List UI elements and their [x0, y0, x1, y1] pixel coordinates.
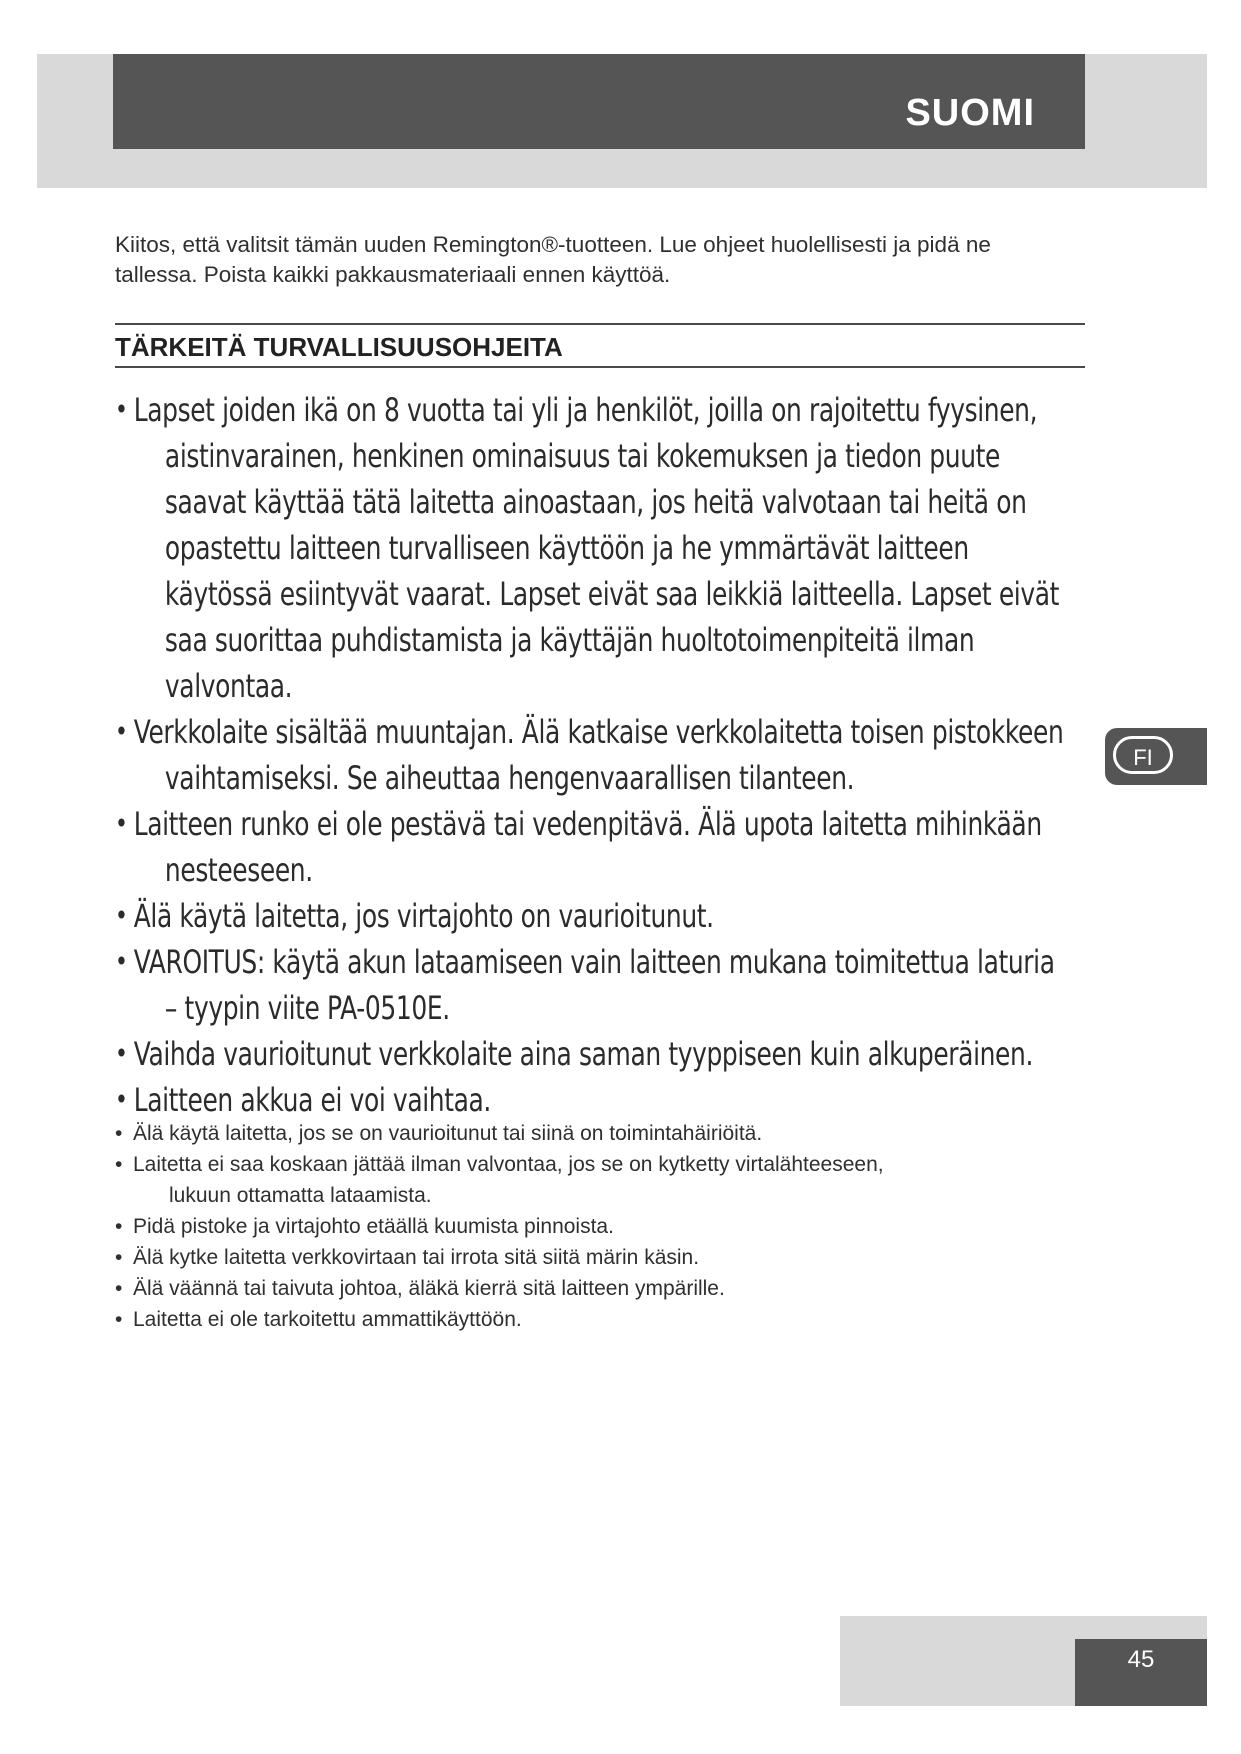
section-divider-top — [115, 323, 1085, 325]
list-item-text: • Laitteen runko ei ole pestävä tai vedenpitävä. Älä upota laitetta mihinkään — [133, 805, 1042, 843]
list-item-text: • Älä käytä laitetta, jos virtajohto on vaurioitunut. — [133, 897, 714, 935]
list-item-text: Älä käytä laitetta, jos se on vaurioitunut tai siinä on toimintahäiriöitä. — [133, 1122, 763, 1145]
section-heading: TÄRKEITÄ TURVALLISUUSOHJEITA — [115, 332, 563, 362]
list-item — [115, 1304, 1065, 1335]
header-title-bar — [113, 54, 1085, 149]
list-item-text: • Vaihda vaurioitunut verkkolaite aina saman tyyppiseen kuin alkuperäinen. — [133, 1035, 1033, 1073]
list-item-continuation: lukuun ottamatta lataamista. — [169, 1184, 432, 1207]
safety-list-small — [115, 1118, 1065, 1335]
safety-list-large — [115, 387, 1067, 1123]
list-item — [115, 1149, 1065, 1211]
list-item — [115, 1242, 1065, 1273]
page-number: 45 — [1075, 1639, 1207, 1706]
section-divider-bottom — [115, 366, 1085, 368]
list-item — [115, 893, 1067, 939]
list-item — [115, 801, 1067, 893]
language-badge: FI — [1113, 736, 1173, 774]
list-item-continuation: nesteeseen. — [164, 851, 313, 889]
list-item-text: Älä väännä tai taivuta johtoa, äläkä kierrä sitä laitteen ympärille. — [133, 1277, 725, 1300]
list-item-text: • Lapset joiden ikä on 8 vuotta tai yli ja henkilöt, joilla on rajoitettu fyysinen, — [133, 391, 1038, 429]
list-item-text: • Laitteen akkua ei voi vaihtaa. — [133, 1081, 491, 1119]
list-item-text: Laitetta ei saa koskaan jättää ilman valvontaa, jos se on kytketty virtalähteeseen, — [133, 1153, 884, 1176]
language-title: SUOMI — [905, 92, 1035, 134]
list-item — [115, 939, 1067, 1031]
list-item — [115, 1077, 1067, 1123]
list-item-text: Laitetta ei ole tarkoitettu ammattikäyttöön. — [133, 1308, 522, 1331]
list-item-continuation: aistinvarainen, henkinen ominaisuus tai kokemuksen ja tiedon puute saavat käyttää tätä laitetta ainoastaan, jos heitä valvotaan tai heitä on opastettu laitteen turvalliseen käyttöön ja he ymmärtävät laitteen käytössä esiintyvät vaarat. Lapset eivät saa leikkiä laitteella. Lapset eivät saa suorittaa puhdistamista ja käyttäjän huoltotoimenpiteitä ilman valvontaa. — [164, 437, 1060, 705]
list-item-text: Älä kytke laitetta verkkovirtaan tai irrota sitä siitä märin käsin. — [133, 1246, 700, 1269]
list-item-text: • VAROITUS: käytä akun lataamiseen vain laitteen mukana toimitettua laturia — [133, 943, 1055, 981]
list-item-text: • Verkkolaite sisältää muuntajan. Älä katkaise verkkolaitetta toisen pistokkeen — [133, 713, 1064, 751]
list-item-continuation: – tyypin viite PA-0510E. — [164, 989, 450, 1027]
list-item-continuation: vaihtamiseksi. Se aiheuttaa hengenvaarallisen tilanteen. — [164, 759, 855, 797]
list-item — [115, 1031, 1067, 1077]
list-item — [115, 387, 1067, 709]
list-item — [115, 1118, 1065, 1149]
language-side-tab — [1105, 728, 1207, 785]
intro-paragraph: Kiitos, että valitsit tämän uuden Remington®-tuotteen. Lue ohjeet huolellisesti ja pidä ne tallessa. Poista kaikki pakkausmateriaali ennen käyttöä. — [115, 232, 991, 287]
list-item-text: Pidä pistoke ja virtajohto etäällä kuumista pinnoista. — [133, 1215, 614, 1238]
list-item — [115, 1211, 1065, 1242]
list-item — [115, 1273, 1065, 1304]
list-item — [115, 709, 1067, 801]
